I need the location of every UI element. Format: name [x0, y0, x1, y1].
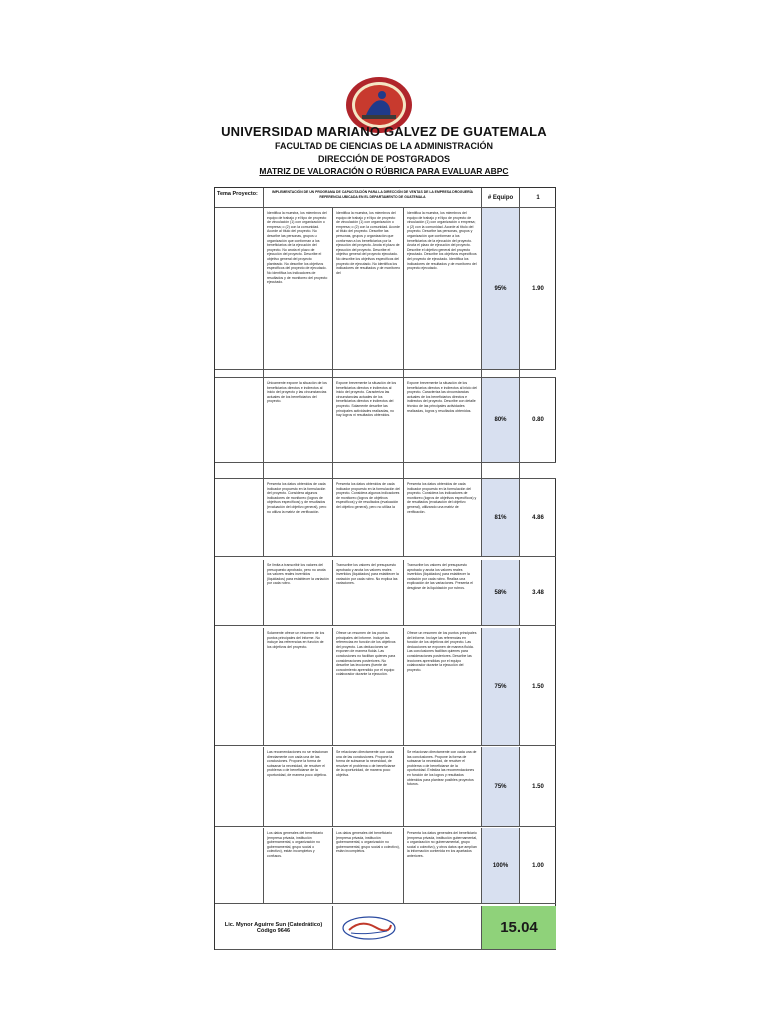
percentage-cell: 75% — [482, 628, 520, 746]
rubric-level-text: Expone brevemente la situación de los beneficiarios directos e indirectos al inicio del proyecto. Caracteriza las circunstancias actuales de los beneficiarios directos e indirectos del proyecto. Describe con detalle técnico de las principales actividades realizadas, logros y resultados obtenidos. — [404, 378, 482, 463]
rubric-level-text: Solamente ofrece un resumen de los puntos principales del informe. No incluye las referencias en función de los objetivos del proyecto. — [264, 628, 333, 746]
direction-title: DIRECCIÓN DE POSTGRADOS — [317, 154, 450, 164]
spacer-cell — [482, 370, 520, 378]
criterion-cell — [215, 479, 264, 557]
rubric-level-text: Identifica la muestra, los miembros del equipo de trabajo y el tipo de proyecto de vinculación (1) con organización o empresa; o (2) con la comunidad. Acorde al título del proyecto. No describe las personas, grupos u organización que conforman a los beneficiarios de la ejecución del proyecto. No anota el plazo de ejecución del proyecto. Describe el objetivo general del proyecto planteado. No describe los objetivos específicos del proyecto de ejecutado. No identifica los indicadores de resultados y de monitoreo del proyecto ejecutado. — [264, 208, 333, 370]
rubric-level-text: Se limita a transcribir los valores del presupuesto aprobado, pero no anota los valores reales invertidos (liquidados) para establecer la variación por cada rubro. — [264, 560, 333, 626]
criterion-cell — [215, 560, 264, 626]
spacer-cell — [520, 463, 556, 479]
rubric-level-text: Presenta los datos obtenidos de cada indicador propuesto en la formulación del proyecto. Considera algunos indicadores de monitoreo (logros de objetivos específicos) y de resultados (evaluación del objetivo general), pero no utiliza la matriz de verificación. — [264, 479, 333, 557]
score-cell: 4.86 — [520, 479, 556, 557]
rubric-level-text: Se relacionan directamente con cada una de las conclusiones. Propone la forma de subsanar la necesidad, de resolver el problema o de beneficiarse de la oportunidad. Enfatiza las recomendaciones en función de los logros y resultados obtenidos para plantear posibles proyectos futuros. — [404, 747, 482, 827]
signature-area — [333, 906, 482, 950]
percentage-cell: 100% — [482, 828, 520, 904]
score-cell: 1.50 — [520, 628, 556, 746]
rubric-level-text: Identifica la muestra, los miembros del equipo de trabajo y el tipo de proyecto de vinculación (1) con organización o empresa; o (2) con la comunidad. Acorde al título del proyecto. Describe las personas, grupos y organización que conforman a los beneficiarios de la ejecución del proyecto. Anota el plazo de ejecución del proyecto. Describe el objetivo general del proyecto ejecutado. Describe los objetivos específicos del proyecto de ejecutado. Identifica los indicadores de resultados y de monitoreo del proyecto ejecutado. — [404, 208, 482, 370]
rubric-level-text: Las recomendaciones no se relacionan directamente con cada una de las conclusiones. Propone la forma de subsanar la necesidad, de resolver el problema o de beneficiarse de la oportunidad, de manera poco objetiva. — [264, 747, 333, 827]
faculty-title: FACULTAD DE CIENCIAS DE LA ADMINISTRACIÓN — [275, 141, 493, 151]
university-title: UNIVERSIDAD MARIANO GALVEZ DE GUATEMALA — [221, 124, 547, 139]
spacer-cell — [404, 370, 482, 378]
percentage-cell: 75% — [482, 747, 520, 827]
percentage-cell: 58% — [482, 560, 520, 626]
rubric-level-text: Ofrece un resumen de los puntos principales del informe. Incluye las referencias en función de los objetivos del proyecto. Las deducciones se exponen de manera fluida. Las conclusiones no facilitan quienes para consideraciones posteriores. No describe las lecciones (fuente de conocimiento aprendido por el equipo colaborador durante la ejecución. — [333, 628, 404, 746]
signature-stamp-icon — [341, 915, 397, 941]
team-number: 1 — [520, 188, 556, 208]
rubric-level-text: Se relacionan directamente con cada una de las conclusiones. Propone la forma de subsanar la necesidad, de resolver el problema o de beneficiarse de la oportunidad, de manera poco objetiva. — [333, 747, 404, 827]
spacer-cell — [264, 370, 333, 378]
spacer-cell — [333, 370, 404, 378]
criterion-cell — [215, 747, 264, 827]
team-label: # Equipo — [482, 188, 520, 208]
rubric-level-text: Los datos generales del beneficiario (empresa privada, institución gubernamental, u organización no gubernamental, grupo social o colectivo), están incompletos. — [333, 828, 404, 904]
professor-code: Código 9646 — [256, 927, 291, 934]
criterion-cell — [215, 628, 264, 746]
score-cell: 1.90 — [520, 208, 556, 370]
spacer-cell — [264, 463, 333, 479]
rubric-level-text: Únicamente expone la situación de los beneficiarios directos e indirectos al inicio del proyecto y las circunstancias actuales de los beneficiarios del proyecto. — [264, 378, 333, 463]
professor-signature-label — [215, 906, 333, 950]
rubric-level-text: Presenta los datos obtenidos de cada indicador propuesto en la formulación del proyecto. Considera los indicadores de monitoreo (logros de objetivos específicos) y de resultados (evaluación del objetivo general), utilizando una matriz de verificación. — [404, 479, 482, 557]
spacer-cell — [482, 463, 520, 479]
spacer-cell — [404, 463, 482, 479]
rubric-level-text: Transcribe los valores del presupuesto aprobado y anota los valores reales invertidos (liquidados) para establecer la variación por cada rubro. Realiza una explicación de las variaciones. Presenta el desglose de la liquidación por rubros. — [404, 560, 482, 626]
total-score: 15.04 — [482, 906, 556, 950]
score-cell: 1.50 — [520, 747, 556, 827]
spacer-cell — [215, 370, 264, 378]
project-title: IMPLEMENTACIÓN DE UN PROGRAMA DE CAPACITACIÓN PARA LA DIRECCIÓN DE VENTAS DE LA EMPRESA DROGUERÍA REFERENCIA UBICADA EN EL DEPARTAMENTO DE GUATEMALA — [264, 188, 482, 208]
spacer-cell — [333, 463, 404, 479]
professor-name: Lic. Mynor Aguirre Sun (Catedrático) — [224, 921, 323, 928]
rubric-level-text: Presenta los datos generales del beneficiario (empresa privada, institución gubernamental, u organización no gubernamental, grupo social o colectivo), y otros datos que amplían la información contenida en los apartados anteriores. — [404, 828, 482, 904]
rubric-subtitle: MATRIZ DE VALORACIÓN O RÚBRICA PARA EVALUAR ABPC — [259, 166, 509, 176]
score-cell: 0.80 — [520, 378, 556, 463]
rubric-level-text: Identifica la muestra, los miembros del equipo de trabajo y el tipo de proyecto de vinculación (1) con organización o empresa; o (2) con la comunidad. Acorde al título del proyecto. Describe las personas, grupos y organización que conforman a los beneficiarios por la ejecución del proyecto. Anota el plazo de ejecución del proyecto. Describe el objetivo general del proyecto ejecutado. No describe los objetivos específicos del proyecto de ejecutado. No identifica los indicadores de resultados y de monitoreo del — [333, 208, 404, 370]
rubric-level-text: Los datos generales del beneficiario (empresa privada, institución gubernamental, u organización no gubernamental, grupo social o colectivo), están incompletos y confusos. — [264, 828, 333, 904]
percentage-cell: 81% — [482, 479, 520, 557]
spacer-cell — [215, 463, 264, 479]
rubric-table — [214, 187, 556, 950]
topic-label: Tema Proyecto: — [215, 188, 264, 208]
score-cell: 1.00 — [520, 828, 556, 904]
criterion-cell — [215, 378, 264, 463]
rubric-level-text: Ofrece un resumen de los puntos principales del informe. Incluye las referencias en función de los objetivos del proyecto. Las deducciones se exponen de manera fluida. Las conclusiones facilitan quienes para consideraciones posteriores. Describe las lecciones aprendidas por el equipo colaborador durante la ejecución del proyecto. — [404, 628, 482, 746]
rubric-level-text: Expone brevemente la situación de los beneficiarios directos e indirectos al inicio del proyecto. Caracteriza las circunstancias actuales de los beneficiarios directos e indirectos del proyecto. Solamente describe las principales actividades realizadas, no hay logros ni resultados obtenidos. — [333, 378, 404, 463]
rubric-level-text: Transcribe los valores del presupuesto aprobado y anota los valores reales invertidos (liquidados) para establecer la variación por cada rubro. No explica las variaciones. — [333, 560, 404, 626]
criterion-cell — [215, 828, 264, 904]
percentage-cell: 95% — [482, 208, 520, 370]
criterion-cell — [215, 208, 264, 370]
rubric-level-text: Presenta los datos obtenidos de cada indicador propuesto en la formulación del proyecto. Considera algunos indicadores de monitoreo (logros de objetivos específicos) y de resultados (evaluación del objetivo general), pero no utiliza la — [333, 479, 404, 557]
percentage-cell: 80% — [482, 378, 520, 463]
score-cell: 3.48 — [520, 560, 556, 626]
spacer-cell — [520, 370, 556, 378]
